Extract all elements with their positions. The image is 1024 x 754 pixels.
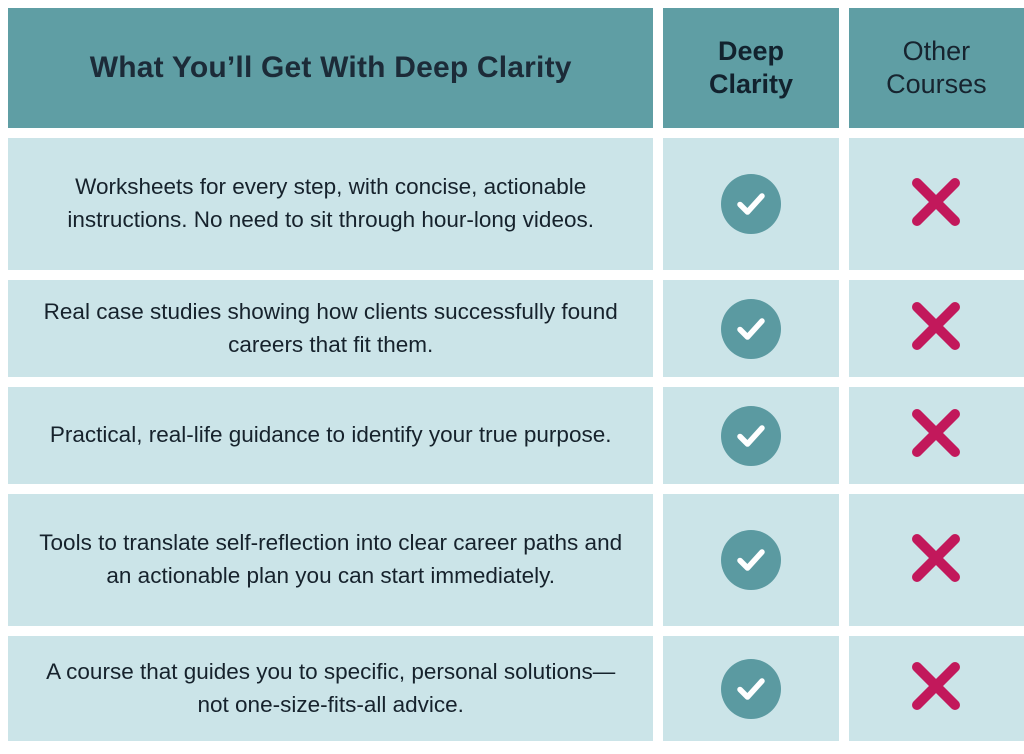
table-row [0, 636, 1024, 741]
feature-text: Worksheets for every step, with concise, actionable instructions. No need to sit through hour-long videos. [67, 174, 594, 232]
feature-text: Tools to translate self-reflection into clear career paths and an actionable plan you can start immediately. [39, 530, 623, 588]
cross-icon [908, 298, 964, 359]
table-row [0, 138, 1024, 270]
other-courses-cell [849, 636, 1024, 741]
header-deep-clarity-label [701, 35, 801, 101]
cross-icon [908, 174, 964, 235]
table-row [0, 494, 1024, 626]
other-courses-cell [849, 280, 1024, 377]
deep-clarity-cell [663, 636, 838, 741]
table-row [0, 387, 1024, 484]
header-deep-clarity-line1: Deep [718, 36, 785, 67]
header-deep-clarity-cell [663, 8, 838, 128]
other-courses-cell [849, 387, 1024, 484]
header-feature-cell [8, 8, 653, 128]
page-title: What You’ll Get With Deep Clarity [89, 51, 572, 84]
deep-clarity-cell [663, 494, 838, 626]
check-circle-icon [721, 174, 781, 234]
table-row [0, 280, 1024, 377]
header-other-courses-line1: Other [902, 36, 971, 67]
feature-cell [8, 636, 653, 741]
cross-icon [908, 658, 964, 719]
cross-icon [908, 405, 964, 466]
table-header-row [0, 8, 1024, 128]
deep-clarity-cell [663, 280, 838, 377]
check-circle-icon [721, 406, 781, 466]
header-other-courses-label [878, 35, 995, 101]
feature-cell [8, 387, 653, 484]
other-courses-cell [849, 494, 1024, 626]
feature-text: Practical, real-life guidance to identify your true purpose. [49, 422, 612, 448]
check-circle-icon [721, 659, 781, 719]
header-other-courses-line2: Courses [886, 69, 987, 99]
deep-clarity-cell [663, 387, 838, 484]
feature-cell [8, 138, 653, 270]
header-other-courses-cell [849, 8, 1024, 128]
header-deep-clarity-line2: Clarity [709, 69, 794, 99]
feature-cell [8, 280, 653, 377]
check-circle-icon [721, 299, 781, 359]
deep-clarity-cell [663, 138, 838, 270]
check-circle-icon [721, 530, 781, 590]
feature-text: Real case studies showing how clients successfully found careers that fit them. [43, 298, 618, 357]
feature-text: A course that guides you to specific, personal solutions—not one-size-fits-all advice. [46, 658, 616, 717]
feature-cell [8, 494, 653, 626]
other-courses-cell [849, 138, 1024, 270]
cross-icon [908, 530, 964, 591]
